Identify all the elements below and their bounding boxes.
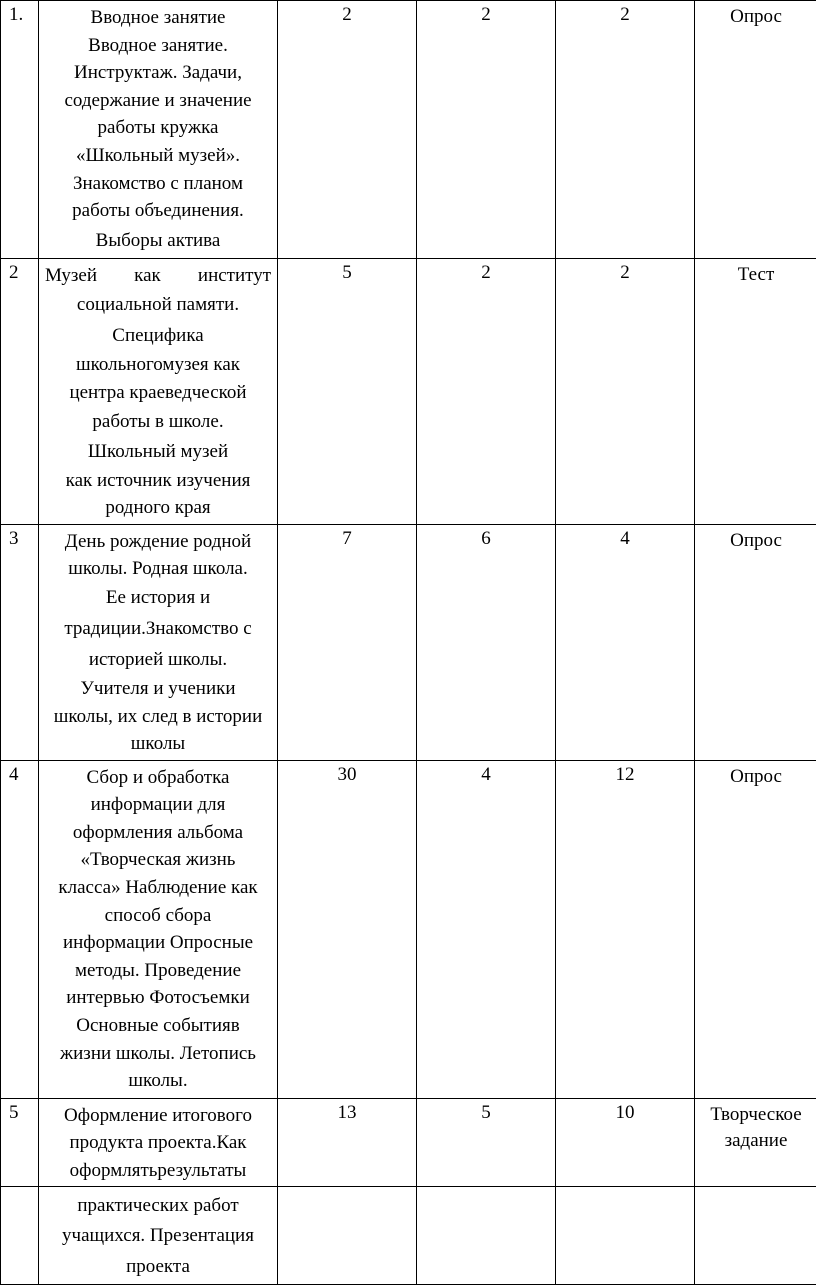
topic-line: школы, их след в истории bbox=[43, 703, 273, 731]
topic-line: школьногомузея как bbox=[43, 351, 273, 379]
topic-line: практических работ bbox=[43, 1191, 273, 1221]
row-number bbox=[1, 1187, 39, 1285]
hours-practice: 10 bbox=[556, 1098, 695, 1187]
topic-line: работы кружка bbox=[43, 114, 273, 142]
topic-cell bbox=[39, 1187, 278, 1285]
topic-line: как источник изучения bbox=[43, 467, 273, 495]
topic-line: оформлятьрезультаты bbox=[43, 1157, 273, 1185]
table-row bbox=[1, 1187, 816, 1285]
topic-line: работы в школе. bbox=[43, 407, 273, 437]
hours-theory: 5 bbox=[417, 1098, 556, 1187]
row-number: 4 bbox=[1, 760, 39, 1098]
topic-line: Специфика bbox=[43, 320, 273, 351]
row-number: 1. bbox=[1, 1, 39, 259]
row-number: 5 bbox=[1, 1098, 39, 1187]
topic-line: проекта bbox=[43, 1251, 273, 1282]
topic-line: традиции.Знакомство с bbox=[43, 613, 273, 644]
topic-cell bbox=[39, 1, 278, 259]
control-form: Опрос bbox=[695, 1, 816, 259]
topic-line: Выборы актива bbox=[43, 225, 273, 256]
topic-line: учащихся. Презентация bbox=[43, 1221, 273, 1251]
hours-theory bbox=[417, 1187, 556, 1285]
hours-total: 13 bbox=[278, 1098, 417, 1187]
topic-line: Основные событияв bbox=[43, 1012, 273, 1040]
topic-line: методы. Проведение bbox=[43, 957, 273, 985]
table-row bbox=[1, 760, 816, 1098]
topic-line: содержание и значение bbox=[43, 87, 273, 115]
hours-theory: 6 bbox=[417, 524, 556, 760]
topic-cell bbox=[39, 1098, 278, 1187]
topic-line: школы. bbox=[43, 1067, 273, 1095]
table-row bbox=[1, 1, 816, 259]
table-row bbox=[1, 258, 816, 524]
row-number: 3 bbox=[1, 524, 39, 760]
hours-theory: 2 bbox=[417, 258, 556, 524]
topic-line: Инструктаж. Задачи, bbox=[43, 59, 273, 87]
topic-line: «Творческая жизнь bbox=[43, 846, 273, 874]
topic-line: Учителя и ученики bbox=[43, 675, 273, 703]
topic-line: способ сбора bbox=[43, 902, 273, 930]
topic-line: социальной памяти. bbox=[43, 289, 273, 320]
topic-line: продукта проекта.Как bbox=[43, 1129, 273, 1157]
topic-line: Школьный музей bbox=[43, 437, 273, 467]
control-form-line: задание bbox=[695, 1128, 816, 1154]
hours-practice: 2 bbox=[556, 258, 695, 524]
topic-cell bbox=[39, 258, 278, 524]
topic-line: Знакомство с планом bbox=[43, 170, 273, 198]
control-form: Опрос bbox=[695, 760, 816, 1098]
topic-line: Ее история и bbox=[43, 583, 273, 613]
topic-line: информации Опросные bbox=[43, 929, 273, 957]
topic-line: Музей как институт bbox=[43, 262, 273, 290]
control-form bbox=[695, 1098, 816, 1187]
topic-line: школы bbox=[43, 730, 273, 758]
topic-line: информации для bbox=[43, 791, 273, 819]
topic-line: Вводное занятие bbox=[43, 4, 273, 32]
hours-practice: 4 bbox=[556, 524, 695, 760]
topic-cell bbox=[39, 760, 278, 1098]
hours-total bbox=[278, 1187, 417, 1285]
topic-line: родного края bbox=[43, 494, 273, 522]
topic-line: школы. Родная школа. bbox=[43, 555, 273, 583]
topic-line: Оформление итогового bbox=[43, 1102, 273, 1130]
topic-line: «Школьный музей». bbox=[43, 142, 273, 170]
topic-line: жизни школы. Летопись bbox=[43, 1040, 273, 1068]
hours-practice bbox=[556, 1187, 695, 1285]
row-number: 2 bbox=[1, 258, 39, 524]
control-form bbox=[695, 1187, 816, 1285]
hours-practice: 12 bbox=[556, 760, 695, 1098]
topic-line: класса» Наблюдение как bbox=[43, 874, 273, 902]
hours-total: 2 bbox=[278, 1, 417, 259]
topic-line: Вводное занятие. bbox=[43, 32, 273, 60]
control-form: Опрос bbox=[695, 524, 816, 760]
topic-line: центра краеведческой bbox=[43, 379, 273, 407]
table-row bbox=[1, 1098, 816, 1187]
control-form-line: Творческое bbox=[695, 1102, 816, 1128]
hours-theory: 4 bbox=[417, 760, 556, 1098]
hours-total: 5 bbox=[278, 258, 417, 524]
topic-cell bbox=[39, 524, 278, 760]
hours-total: 7 bbox=[278, 524, 417, 760]
hours-theory: 2 bbox=[417, 1, 556, 259]
hours-practice: 2 bbox=[556, 1, 695, 259]
topic-line: оформления альбома bbox=[43, 819, 273, 847]
control-form: Тест bbox=[695, 258, 816, 524]
hours-total: 30 bbox=[278, 760, 417, 1098]
topic-line: историей школы. bbox=[43, 644, 273, 675]
topic-line: Сбор и обработка bbox=[43, 764, 273, 792]
topic-line: работы объединения. bbox=[43, 197, 273, 225]
topic-line: интервью Фотосъемки bbox=[43, 984, 273, 1012]
table-row bbox=[1, 524, 816, 760]
topic-line: День рождение родной bbox=[43, 528, 273, 556]
